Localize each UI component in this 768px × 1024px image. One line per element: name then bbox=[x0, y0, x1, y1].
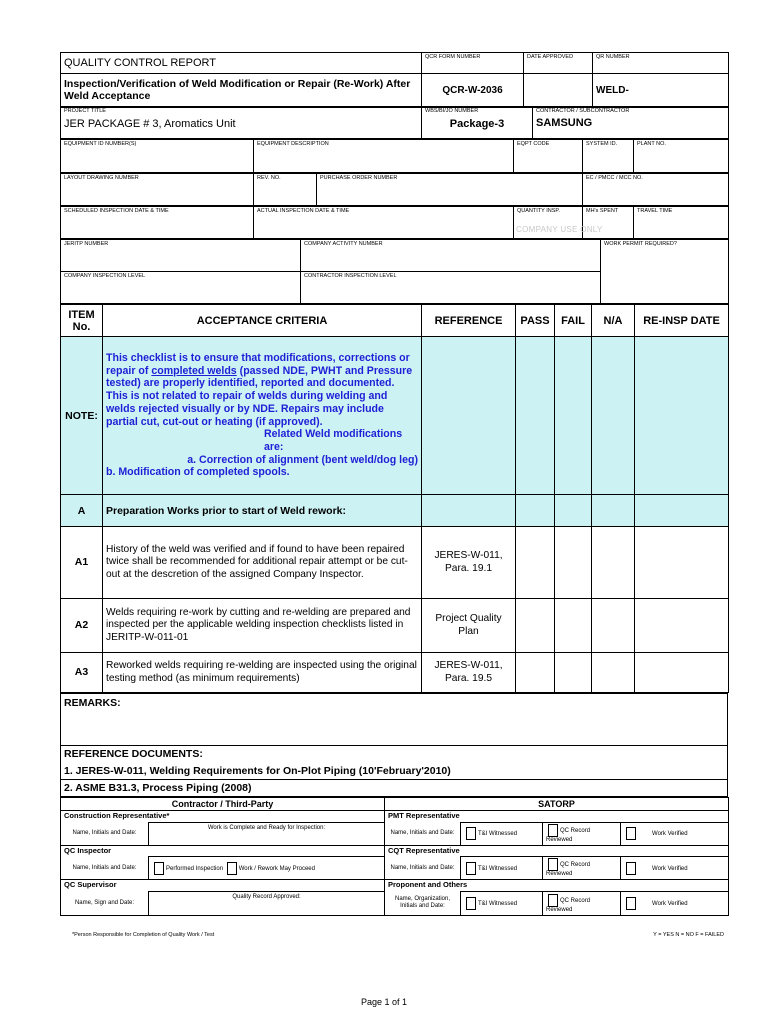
pass-cell[interactable] bbox=[516, 599, 555, 653]
note-row bbox=[61, 337, 729, 495]
work-verified-field[interactable]: Work Verified bbox=[621, 857, 729, 880]
contractor-header: Contractor / Third-Party bbox=[61, 798, 385, 811]
name-initials-date-label: Name, Initials and Date: bbox=[385, 822, 461, 845]
header-table bbox=[60, 52, 729, 107]
item-criteria: Reworked welds requiring re-welding are inspected using the original testing method (as minimum requirements) bbox=[103, 653, 422, 693]
page-number: Page 1 of 1 bbox=[360, 997, 408, 1007]
col-na-header: N/A bbox=[592, 305, 635, 337]
qcr-form-label: QCR FORM NUMBER bbox=[422, 53, 524, 74]
contractor-cell bbox=[533, 108, 729, 139]
checkbox[interactable] bbox=[548, 894, 558, 907]
col-fail-header: FAIL bbox=[555, 305, 592, 337]
plant-no-field[interactable]: PLANT NO. bbox=[634, 140, 729, 173]
col-criteria-header: ACCEPTANCE CRITERIA bbox=[103, 305, 422, 337]
ti-witnessed-field[interactable]: T&I Witnessed bbox=[461, 822, 543, 845]
item-id: A2 bbox=[61, 599, 103, 653]
info-row-2 bbox=[60, 173, 729, 206]
name-initials-date-label: Name, Initials and Date: bbox=[385, 857, 461, 880]
quantity-insp-label: QUANTITY INSP. bbox=[517, 208, 560, 214]
reinsp-date-cell[interactable] bbox=[635, 653, 729, 693]
work-verified-field[interactable]: Work Verified bbox=[621, 822, 729, 845]
construction-rep-label: Construction Representative* bbox=[61, 811, 385, 823]
satorp-header: SATORP bbox=[385, 798, 729, 811]
checkbox[interactable] bbox=[548, 824, 558, 837]
na-cell[interactable] bbox=[592, 599, 635, 653]
section-id: A bbox=[61, 495, 103, 527]
checkbox[interactable] bbox=[154, 862, 164, 875]
contractor-value: SAMSUNG bbox=[536, 117, 593, 130]
wbs-cell bbox=[422, 108, 533, 139]
company-insp-level-field[interactable]: COMPANY INSPECTION LEVEL bbox=[61, 272, 301, 304]
qc-record-reviewed-field[interactable]: QC Record Reviewed bbox=[543, 892, 621, 916]
checkbox[interactable] bbox=[466, 862, 476, 875]
contractor-label: CONTRACTOR / SUBCONTRACTOR bbox=[536, 108, 630, 114]
note-text bbox=[103, 337, 422, 495]
remarks-label: REMARKS: bbox=[64, 697, 121, 709]
project-title-value: JER PACKAGE # 3, Aromatics Unit bbox=[64, 118, 236, 131]
reference-doc-1: 1. JERES-W-011, Welding Requirements for On-Plot Piping (10'February'2010) bbox=[61, 763, 728, 780]
qc-inspector-label: QC Inspector bbox=[61, 845, 385, 857]
name-org-label: Name, Organization, Initials and Date: bbox=[385, 892, 461, 916]
fail-cell[interactable] bbox=[555, 653, 592, 693]
cqt-rep-label: CQT Representative bbox=[385, 845, 729, 857]
reference-doc-2: 2. ASME B31.3, Process Piping (2008) bbox=[61, 780, 728, 797]
name-sign-date-label: Name, Sign and Date: bbox=[61, 892, 149, 916]
ec-pmcc-field[interactable]: EC / PMCC / MCC NO. bbox=[583, 174, 729, 206]
note-item-b: b. Modification of completed spools. bbox=[106, 466, 290, 479]
checkbox[interactable] bbox=[466, 897, 476, 910]
rev-no-field[interactable]: REV. NO. bbox=[254, 174, 317, 206]
remarks-table bbox=[60, 693, 728, 797]
mhs-spent-field[interactable]: MH's SPENT bbox=[583, 207, 634, 239]
ti-witnessed-field[interactable]: T&I Witnessed bbox=[461, 857, 543, 880]
qr-number-label: QR NUMBER bbox=[593, 53, 729, 74]
info-row-1 bbox=[60, 139, 729, 173]
wbs-value: Package-3 bbox=[449, 118, 505, 131]
report-subtitle: Inspection/Verification of Weld Modification or Repair (Re-Work) After Weld Acceptance bbox=[61, 74, 422, 107]
name-initials-date-label: Name, Initials and Date: bbox=[61, 857, 149, 880]
pass-cell[interactable] bbox=[516, 653, 555, 693]
na-cell[interactable] bbox=[592, 527, 635, 599]
wbs-label: WBS/BI/JO NUMBER bbox=[425, 108, 479, 114]
proponent-label: Proponent and Others bbox=[385, 880, 729, 892]
checkbox[interactable] bbox=[626, 862, 636, 875]
pass-cell[interactable] bbox=[516, 527, 555, 599]
qc-supervisor-label: QC Supervisor bbox=[61, 880, 385, 892]
note-paragraph: This checklist is to ensure that modifications, corrections or repair of completed welds (passed NDE, PWHT and Pressure tested) are properly identified, reported and documented. This is not related to repair of welds during welding and welds rejected visually or by NDE. Repairs may include partial cut, cut-out or heating (if approved). Related Weld modifications are: a. Correction of alignment (bent weld/dog leg) b. Modification of completed spools. bbox=[106, 351, 418, 479]
checkbox[interactable] bbox=[626, 827, 636, 840]
item-id: A3 bbox=[61, 653, 103, 693]
date-approved-label: DATE APPROVED bbox=[524, 53, 593, 74]
col-reinsp-header: RE-INSP DATE bbox=[635, 305, 729, 337]
pmt-rep-label: PMT Representative bbox=[385, 811, 729, 823]
qcr-form-value: QCR-W-2036 bbox=[422, 74, 524, 107]
fail-cell[interactable] bbox=[555, 599, 592, 653]
po-number-field[interactable]: PURCHASE ORDER NUMBER bbox=[317, 174, 583, 206]
checkbox[interactable] bbox=[227, 862, 237, 875]
eqpt-code-field[interactable]: EQPT CODE bbox=[514, 140, 583, 173]
company-use-only: COMPANY USE ONLY bbox=[516, 225, 603, 234]
table-row bbox=[61, 599, 729, 653]
name-initials-date-label: Name, Initials and Date: bbox=[61, 822, 149, 845]
section-title: Preparation Works prior to start of Weld rework: bbox=[103, 495, 422, 527]
col-reference-header: REFERENCE bbox=[422, 305, 516, 337]
remarks-field[interactable] bbox=[61, 694, 728, 746]
work-permit-field[interactable]: WORK PERMIT REQUIRED? bbox=[601, 240, 729, 304]
checkbox[interactable] bbox=[466, 827, 476, 840]
travel-time-field[interactable]: TRAVEL TIME bbox=[634, 207, 729, 239]
company-activity-field[interactable]: COMPANY ACTIVITY NUMBER bbox=[301, 240, 601, 272]
qr-number-value[interactable]: WELD- bbox=[593, 74, 729, 107]
equipment-id-field[interactable]: EQUIPMENT ID NUMBER(S) bbox=[61, 140, 254, 173]
date-approved-value[interactable] bbox=[524, 74, 593, 107]
item-id: A1 bbox=[61, 527, 103, 599]
info-row-3 bbox=[60, 206, 729, 239]
checklist-table bbox=[60, 304, 729, 693]
work-complete-field[interactable]: Work is Complete and Ready for Inspection: bbox=[149, 822, 385, 845]
note-related-mods: Related Weld modifications are: bbox=[264, 428, 403, 453]
signoff-table bbox=[60, 797, 729, 916]
qc-record-reviewed-field[interactable]: QC Record Reviewed bbox=[543, 857, 621, 880]
project-title-label: PROJECT TITLE bbox=[64, 108, 106, 114]
item-reference: JERES-W-011, Para. 19.1 bbox=[422, 527, 516, 599]
col-item-header: ITEM No. bbox=[61, 305, 103, 337]
actual-date-field[interactable]: ACTUAL INSPECTION DATE & TIME bbox=[254, 207, 514, 239]
checkbox[interactable] bbox=[626, 897, 636, 910]
legend-text: Y = YES N = NO F = FAILED bbox=[653, 932, 724, 938]
reinsp-date-cell[interactable] bbox=[635, 527, 729, 599]
system-id-field[interactable]: SYSTEM ID. bbox=[583, 140, 634, 173]
report-title: QUALITY CONTROL REPORT bbox=[61, 53, 422, 74]
project-table bbox=[60, 107, 729, 139]
checkbox[interactable] bbox=[548, 858, 558, 871]
jeritp-number-field[interactable]: JERITP NUMBER bbox=[61, 240, 301, 272]
inspection-options-field[interactable]: Performed Inspection Work / Rework May Proceed bbox=[149, 857, 385, 880]
na-cell[interactable] bbox=[592, 653, 635, 693]
table-row bbox=[61, 653, 729, 693]
reinsp-date-cell[interactable] bbox=[635, 599, 729, 653]
note-label: NOTE: bbox=[61, 337, 103, 495]
note-item-a: a. Correction of alignment (bent weld/dog leg) bbox=[187, 453, 418, 466]
note-underlined: completed welds bbox=[151, 364, 237, 377]
item-reference: JERES-W-011, Para. 19.5 bbox=[422, 653, 516, 693]
project-title-cell bbox=[61, 108, 422, 139]
contractor-insp-level-field[interactable]: CONTRACTOR INSPECTION LEVEL bbox=[301, 272, 601, 304]
fail-cell[interactable] bbox=[555, 527, 592, 599]
col-pass-header: PASS bbox=[516, 305, 555, 337]
section-row bbox=[61, 495, 729, 527]
info-row-4 bbox=[60, 239, 729, 304]
work-verified-field[interactable]: Work Verified bbox=[621, 892, 729, 916]
qc-record-reviewed-field[interactable]: QC Record Reviewed bbox=[543, 822, 621, 845]
table-row bbox=[61, 527, 729, 599]
qc-report-form bbox=[60, 52, 728, 916]
item-criteria: Welds requiring re-work by cutting and re-welding are prepared and inspected per the applicable welding inspection checklists listed in JERITP-W-011-01 bbox=[103, 599, 422, 653]
layout-drawing-field[interactable]: LAYOUT DRAWING NUMBER bbox=[61, 174, 254, 206]
reference-docs-title: REFERENCE DOCUMENTS: bbox=[61, 746, 728, 763]
footnote bbox=[60, 932, 728, 938]
item-criteria: History of the weld was verified and if found to have been repaired twice shall be recommended for additional repair attempt or be cut-out at the descretion of the assigned Company Inspector. bbox=[103, 527, 422, 599]
equipment-desc-field[interactable]: EQUIPMENT DESCRIPTION bbox=[254, 140, 514, 173]
scheduled-date-field[interactable]: SCHEDULED INSPECTION DATE & TIME bbox=[61, 207, 254, 239]
item-reference: Project Quality Plan bbox=[422, 599, 516, 653]
footnote-text: *Person Responsible for Completion of Quality Work / Test bbox=[72, 932, 215, 938]
ti-witnessed-field[interactable]: T&I Witnessed bbox=[461, 892, 543, 916]
quality-record-approved-field[interactable]: Quality Record Approved: bbox=[149, 892, 385, 916]
